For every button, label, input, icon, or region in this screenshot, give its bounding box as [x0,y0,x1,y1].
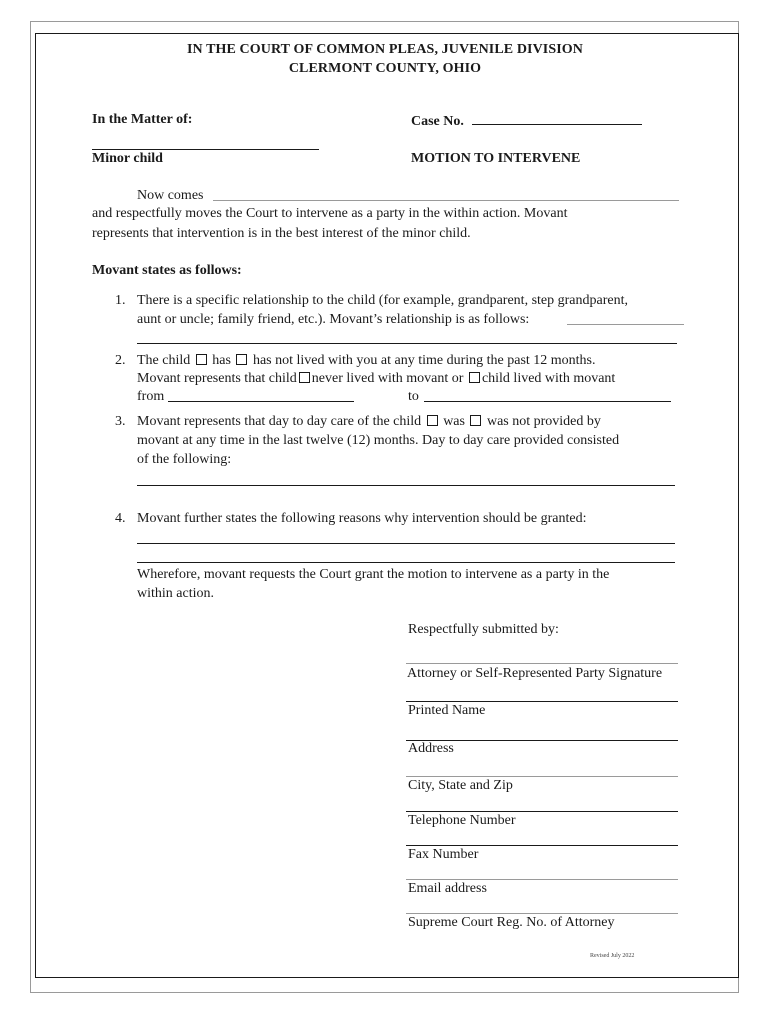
movant-name-field[interactable] [213,200,679,201]
email-field[interactable] [406,879,678,880]
relationship-field-line-2[interactable] [137,343,677,344]
revised-date: Revised July 2022 [590,953,635,959]
intro-line-3: represents that intervention is in the best interest of the minor child. [92,226,471,241]
signature-field[interactable] [406,663,678,664]
wherefore-line-2: within action. [137,586,214,601]
email-label: Email address [408,881,487,896]
court-county: CLERMONT COUNTY, OHIO [288,61,482,76]
was-not-checkbox[interactable] [470,415,481,426]
from-label: from [137,389,165,404]
supreme-court-reg-field[interactable] [406,913,678,914]
has-not-checkbox[interactable] [236,354,247,365]
to-label: to [408,389,419,404]
printed-name-field[interactable] [406,701,678,702]
reasons-field-line-2[interactable] [137,562,675,563]
intro-line-2: and respectfully moves the Court to intervene as a party in the within action. Movant [92,206,568,221]
city-state-zip-label: City, State and Zip [408,778,513,793]
relationship-field[interactable] [567,324,684,325]
never-lived-checkbox[interactable] [299,372,310,383]
day-care-field[interactable] [137,485,675,486]
city-state-zip-field[interactable] [406,776,678,777]
page-border-inner [35,33,739,978]
case-no-label: Case No. [411,114,464,129]
telephone-label: Telephone Number [408,813,516,828]
supreme-court-reg-label: Supreme Court Reg. No. of Attorney [408,915,615,930]
item-2-line-1 [137,353,596,369]
fax-field[interactable] [406,845,678,846]
minor-child-label: Minor child [92,151,163,166]
wherefore-line-1: Wherefore, movant requests the Court grant the motion to intervene as a party in the [137,567,610,582]
matter-label: In the Matter of: [92,112,193,127]
matter-name-field[interactable] [92,149,319,150]
never-lived-label: never lived with movant or [311,371,464,386]
has-not-label: has not lived with you at any time during the past 12 months. [252,353,596,368]
item-4-number: 4. [115,511,126,526]
signature-label: Attorney or Self-Represented Party Signature [407,666,663,681]
from-date-field[interactable] [168,401,354,402]
item-3-line-3: of the following: [137,452,232,467]
item-2-text-a: The child [137,353,191,368]
has-label: has [212,353,231,368]
item-2-line-2 [137,371,615,387]
address-label: Address [408,741,454,756]
to-date-field[interactable] [424,401,671,402]
fax-label: Fax Number [408,847,479,862]
item-2-number: 2. [115,353,126,368]
case-no-field[interactable] [472,124,642,125]
has-checkbox[interactable] [196,354,207,365]
printed-name-label: Printed Name [408,703,486,718]
submitted-by-label: Respectfully submitted by: [408,622,559,637]
telephone-field[interactable] [406,811,678,812]
item-3-text-a: Movant represents that day to day care of the child [137,414,422,429]
item-3-line-2: movant at any time in the last twelve (12) months. Day to day care provided consisted [137,433,620,448]
item-4-text: Movant further states the following reasons why intervention should be granted: [137,511,587,526]
item-1-line-1: There is a specific relationship to the child (for example, grandparent, step grandparent, [137,293,628,308]
was-label: was [443,414,465,429]
motion-title: MOTION TO INTERVENE [411,151,581,166]
movant-states-heading: Movant states as follows: [92,263,242,278]
item-1-line-2: aunt or uncle; family friend, etc.). Movant’s relationship is as follows: [137,312,530,327]
item-1-number: 1. [115,293,126,308]
court-name: IN THE COURT OF COMMON PLEAS, JUVENILE DIVISION [186,42,583,57]
reasons-field-line-1[interactable] [137,543,675,544]
lived-with-label: child lived with movant [481,371,616,386]
item-3-line-1 [137,414,601,430]
lived-with-checkbox[interactable] [469,372,480,383]
item-3-number: 3. [115,414,126,429]
now-comes-label: Now comes [137,188,204,203]
was-not-label: was not provided by [486,414,601,429]
item-2-text-b: Movant represents that child [137,371,297,386]
was-checkbox[interactable] [427,415,438,426]
